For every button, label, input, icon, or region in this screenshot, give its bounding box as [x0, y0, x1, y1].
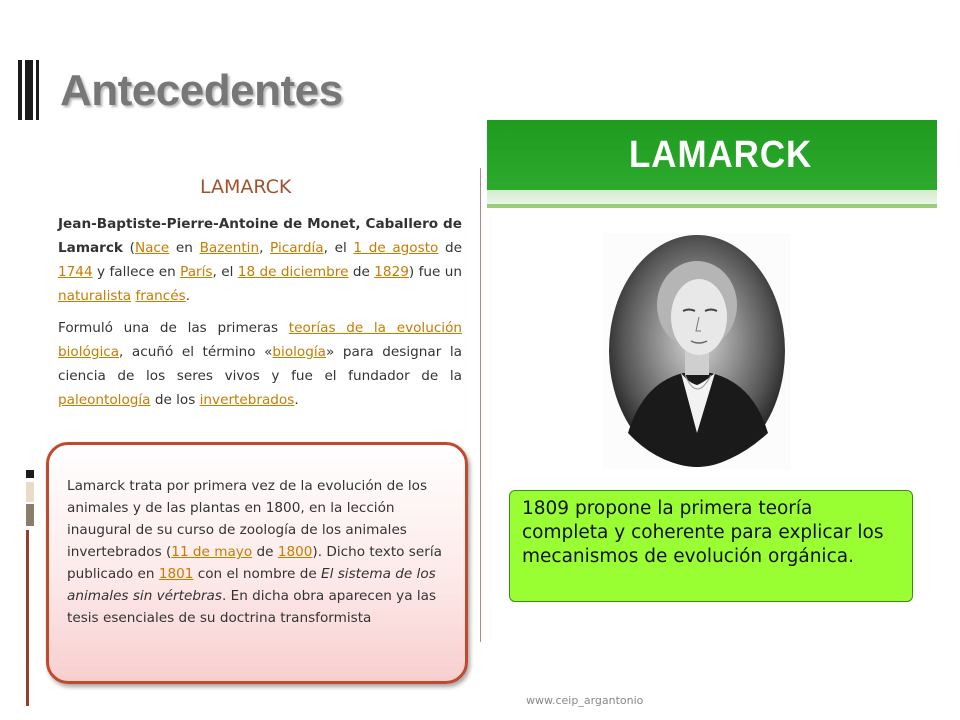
text: ). Dicho texto sería publicado en — [67, 544, 442, 582]
text: ) fue un — [408, 264, 462, 280]
link-1-agosto[interactable]: 1 de agosto — [353, 240, 439, 256]
column-divider — [480, 168, 481, 642]
link-nace[interactable]: Nace — [134, 240, 170, 256]
text: , el — [323, 240, 354, 256]
text: Formuló una de las primeras — [58, 320, 289, 336]
text: y fallece en — [92, 264, 181, 280]
banner-stripe — [487, 190, 937, 204]
link-11-mayo[interactable]: 11 de mayo — [171, 544, 253, 560]
link-1800[interactable]: 1800 — [277, 544, 313, 560]
theory-1809-box: 1809 propone la primera teoría completa y coherente para explicar los mecanismos de evolución orgánica. — [509, 490, 913, 602]
portrait-illustration — [603, 233, 791, 469]
text: . — [185, 288, 191, 304]
link-bazentin[interactable]: Bazentin — [199, 240, 260, 256]
link-1744[interactable]: 1744 — [58, 264, 93, 280]
link-18-diciembre[interactable]: 18 de diciembre — [237, 264, 349, 280]
text: con el nombre de — [193, 566, 322, 582]
link-invertebrados[interactable]: invertebrados — [199, 392, 295, 408]
link-paris[interactable]: París — [180, 264, 213, 280]
link-paleontologia[interactable]: paleontología — [58, 392, 151, 408]
text: ( — [122, 240, 135, 256]
footer-url: www.ceip_argantonio — [526, 694, 644, 707]
title-bar-2 — [25, 60, 33, 120]
portrait-image — [603, 233, 791, 469]
book-title: El sistema de los animales sin vértebras — [67, 566, 436, 604]
evolution-1800-text — [67, 475, 447, 629]
banner-title: LAMARCK — [629, 134, 813, 176]
left-accent-strip — [26, 470, 34, 706]
slide-title: Antecedentes — [60, 66, 343, 115]
link-naturalista[interactable]: naturalista — [58, 288, 132, 304]
title-bar-3 — [36, 60, 39, 120]
text: de — [252, 544, 278, 560]
link-1829[interactable]: 1829 — [374, 264, 409, 280]
text: de — [438, 240, 462, 256]
text: Lamarck trata por primera vez de la evolución de los animales y de las plantas en 1800, en la lección inaugural de su curso de zoología de los animales invertebrados ( — [67, 478, 428, 560]
text: . — [294, 392, 299, 408]
biography-paragraph — [58, 212, 462, 308]
theory-paragraph — [58, 316, 462, 412]
link-1801[interactable]: 1801 — [158, 566, 194, 582]
link-biologia[interactable]: biología — [272, 344, 326, 360]
lamarck-banner — [487, 120, 937, 208]
text: , — [259, 240, 271, 256]
evolution-1800-box — [46, 442, 468, 684]
text: » para designar la ciencia de los seres vivos y fue el fundador de la — [58, 344, 462, 384]
full-name: Jean-Baptiste-Pierre-Antoine de Monet, Caballero de Lamarck — [58, 216, 462, 256]
text: en — [169, 240, 200, 256]
link-teorias-evolucion[interactable]: teorías de la evolución biológica — [58, 320, 463, 360]
link-frances[interactable]: francés — [135, 288, 186, 304]
text: , el — [212, 264, 238, 280]
link-picardia[interactable]: Picardía — [270, 240, 324, 256]
text: de — [348, 264, 375, 280]
lamarck-subheading: LAMARCK — [200, 176, 292, 198]
title-bar-1 — [18, 60, 22, 120]
text: , acuñó el término « — [119, 344, 273, 360]
text: . En dicha obra aparecen ya las tesis esenciales de su doctrina transformista — [67, 588, 437, 626]
text: de los — [150, 392, 200, 408]
